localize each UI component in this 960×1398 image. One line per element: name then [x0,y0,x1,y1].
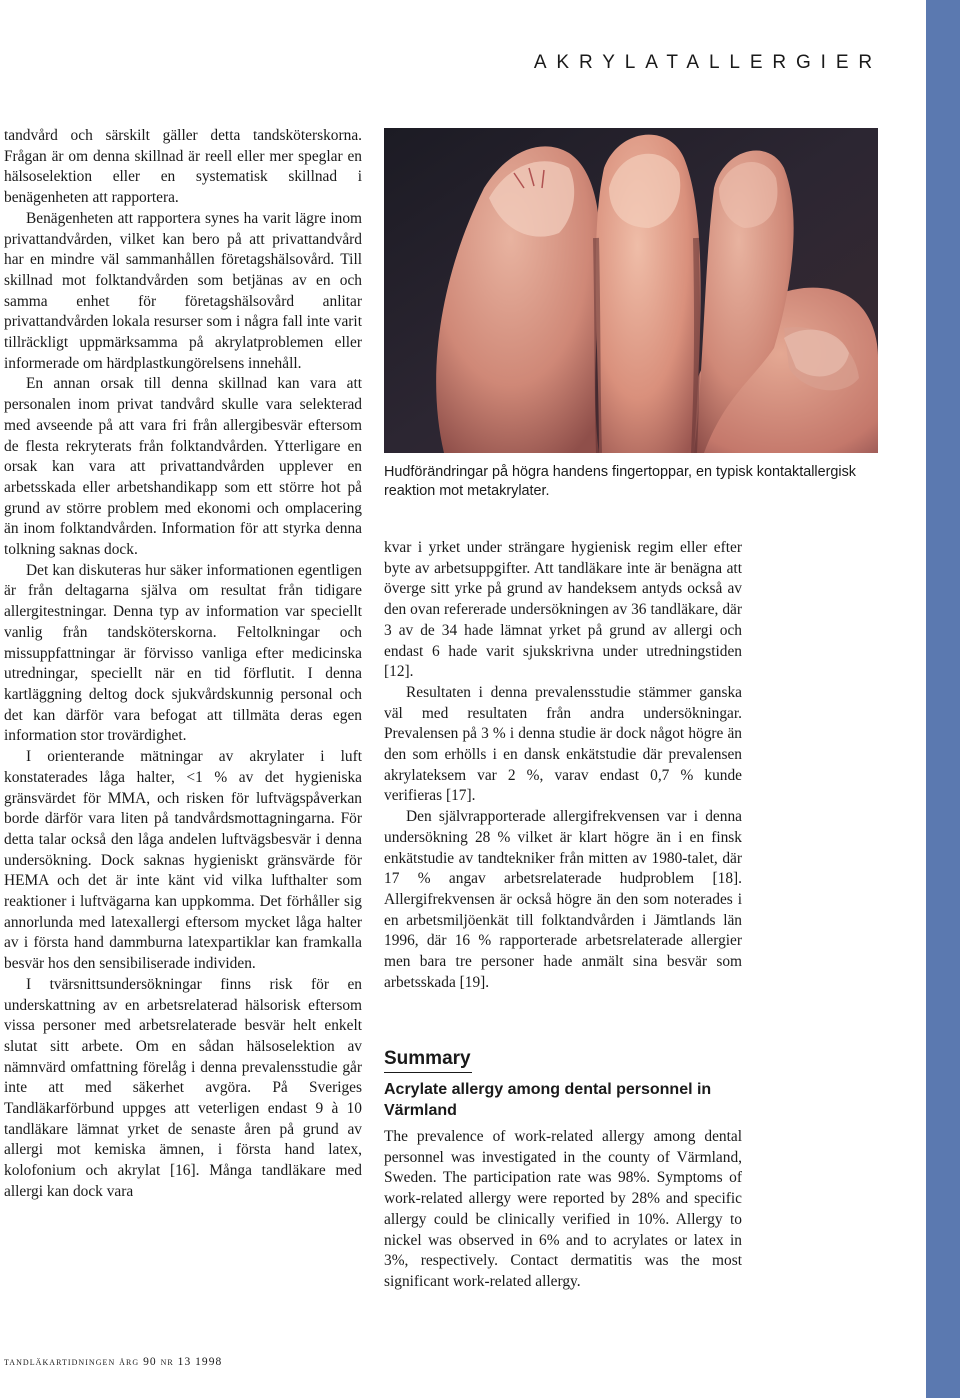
running-title: AKRYLATALLERGIER [533,52,882,73]
body-paragraph: I orienterande mätningar av akrylater i luft konstaterades låga halter, <1 % av det hygieniska gränsvärdet för MMA, och risken för luftvägspåverkan borde därför vara liten på tandvårdsmottagningarna. För detta talar också den låga andelen luftvägsbesvär i denna undersökning. Dock saknas hygieniskt gränsvärde för HEMA och det är inte känt vid vilka lufthalter som reaktioner i luftvägarna kan uppkomma. Det förhåller sig annorlunda med latexallergi eftersom mycket låga halter av i första hand dammburna latexpartiklar kan framkalla besvär hos den sensibiliserade individen. [4,748,362,973]
body-paragraph: Det kan diskuteras hur säker informationen egentligen är från deltagarna själva om resultat från tidigare allergitestningar. Denna typ av information var speciellt vanlig från tandsköterskorna. Feltolkningar och missuppfattningar är förvisso vanliga efter medicinska utredningar, speciellt när en tid förflutit. I denna kartläggning deltog dock sjukvårdskunnig personal och det kan därför vara befogat att tillmäta deras egen information stor trovärdighet. [4,561,362,745]
body-paragraph: Den självrapporterade allergifrekvensen var i denna undersökning 28 % vilket är klart högre än i en finsk enkätstudie av tandtekniker från mitten av 1980-talet, där 17 % angav arbetsrelaterade hudproblem [18]. Allergifrekvensen är också högre än den som noterades i en arbetsmiljöenkät till folktandvården i Jämtlands län 1996, där 16 % rapporterade arbetsrelaterade allergier men bara tre personer hade anmält sina besvär som arbetsskada [19]. [384,808,742,991]
body-paragraph: kvar i yrket under strängare hygienisk regim eller efter byte av arbetsuppgifter. Att tandläkare inte är benägna att överge sitt yrke på grund av handeksem antyds också av den ovan refererade undersökningen av 36 tandläkare, där 3 av de 34 hade lämnat yrket på grund av allergi och endast 6 hade varit sjukskrivna under utredningstiden [12]. [384,539,742,681]
body-paragraph: Benägenheten att rapportera synes ha varit lägre inom privattandvården, vilket kan bero på att privattandvård har en mindre väl sammanhållen företagshälsovård. Till skillnad mot folktandvården som betjänas av en och samma enhet för företagshälsovård anlitar privattandvården lokala resurser som i några fall inte varit tillräckligt uppmärksamma på akrylatproblemen eller informerade om härdplastkungörelsens innehåll. [4,209,362,372]
summary-text: The prevalence of work-related allergy among dental personnel was investigated in the county of Värmland, Sweden. The participation rate was 98%. Symptoms of work-related allergy were reported by 28% and specific allergy could be clinically verified in 10%. Allergy to nickel was observed in 6% and to acrylates or latex in 3%, respectively. Contact dermatitis was the most significant work-related allergy. [384,1128,742,1290]
summary-section [384,1046,742,1293]
body-paragraph: En annan orsak till denna skillnad kan vara att personalen inom privat tandvård skulle vara selekterad med avseende på att vara fri från allergibesvär eftersom de flesta rekryterats från folktandvården. Ytterligare en orsak kan vara att privattandvården upplever en arbetsskada eller arbetshandikapp som ett större hot på grund av större problem med ekonomi och omplacering än inom folktandvården. Information för att styrka denna tolkning saknas dock. [4,375,362,559]
left-text-column [4,126,362,1203]
journal-footer: tandläkartidningen årg 90 nr 13 1998 [4,1356,223,1368]
body-paragraph: Resultaten i denna prevalensstudie stämmer ganska väl med resultaten från andra undersökningar. Prevalensen på 3 % i denna studie är dock något högre än den som erhölls i en dansk enkätstudie där prevalensen akrylateksem var 2 %, varav endast 0,7 % kunde verifieras [17]. [384,683,742,805]
body-paragraph: I tvärsnittsundersökningar finns risk för en underskattning av en arbetsrelaterad hälsorisk eftersom vissa personer med arbetsrelaterade besvär helt enkelt slutat sitt arbete. Om en sådan hälsoselektion av nämnvärd omfattning förelåg i denna prevalensstudie går inte att med säkerhet avgöra. På Sveriges Tandläkarförbund uppges att veterligen endast 9 à 10 tandläkare lämnat yrket de senaste åren på grund av allergi mot kemiska ämnen, i första hand latex, kolofonium och akrylat [16]. Många tandläkare med allergi kan dock vara [4,975,362,1200]
body-paragraph: tandvård och särskilt gäller detta tandsköterskorna. Frågan är om denna skillnad är reell eller mer speglar en hälsoselektion eller en systematisk skillnad i benägenheten att rapportera. [4,127,362,207]
side-color-bar [926,0,960,1398]
summary-heading: Summary [384,1046,472,1073]
figure-caption: Hudförändringar på högra handens fingertoppar, en typisk kontaktallergisk reaktion mot metakrylater. [384,464,856,499]
summary-subtitle: Acrylate allergy among dental personnel in Värmland [384,1081,712,1119]
right-text-column [384,538,742,993]
fingertip-photo [384,128,878,453]
